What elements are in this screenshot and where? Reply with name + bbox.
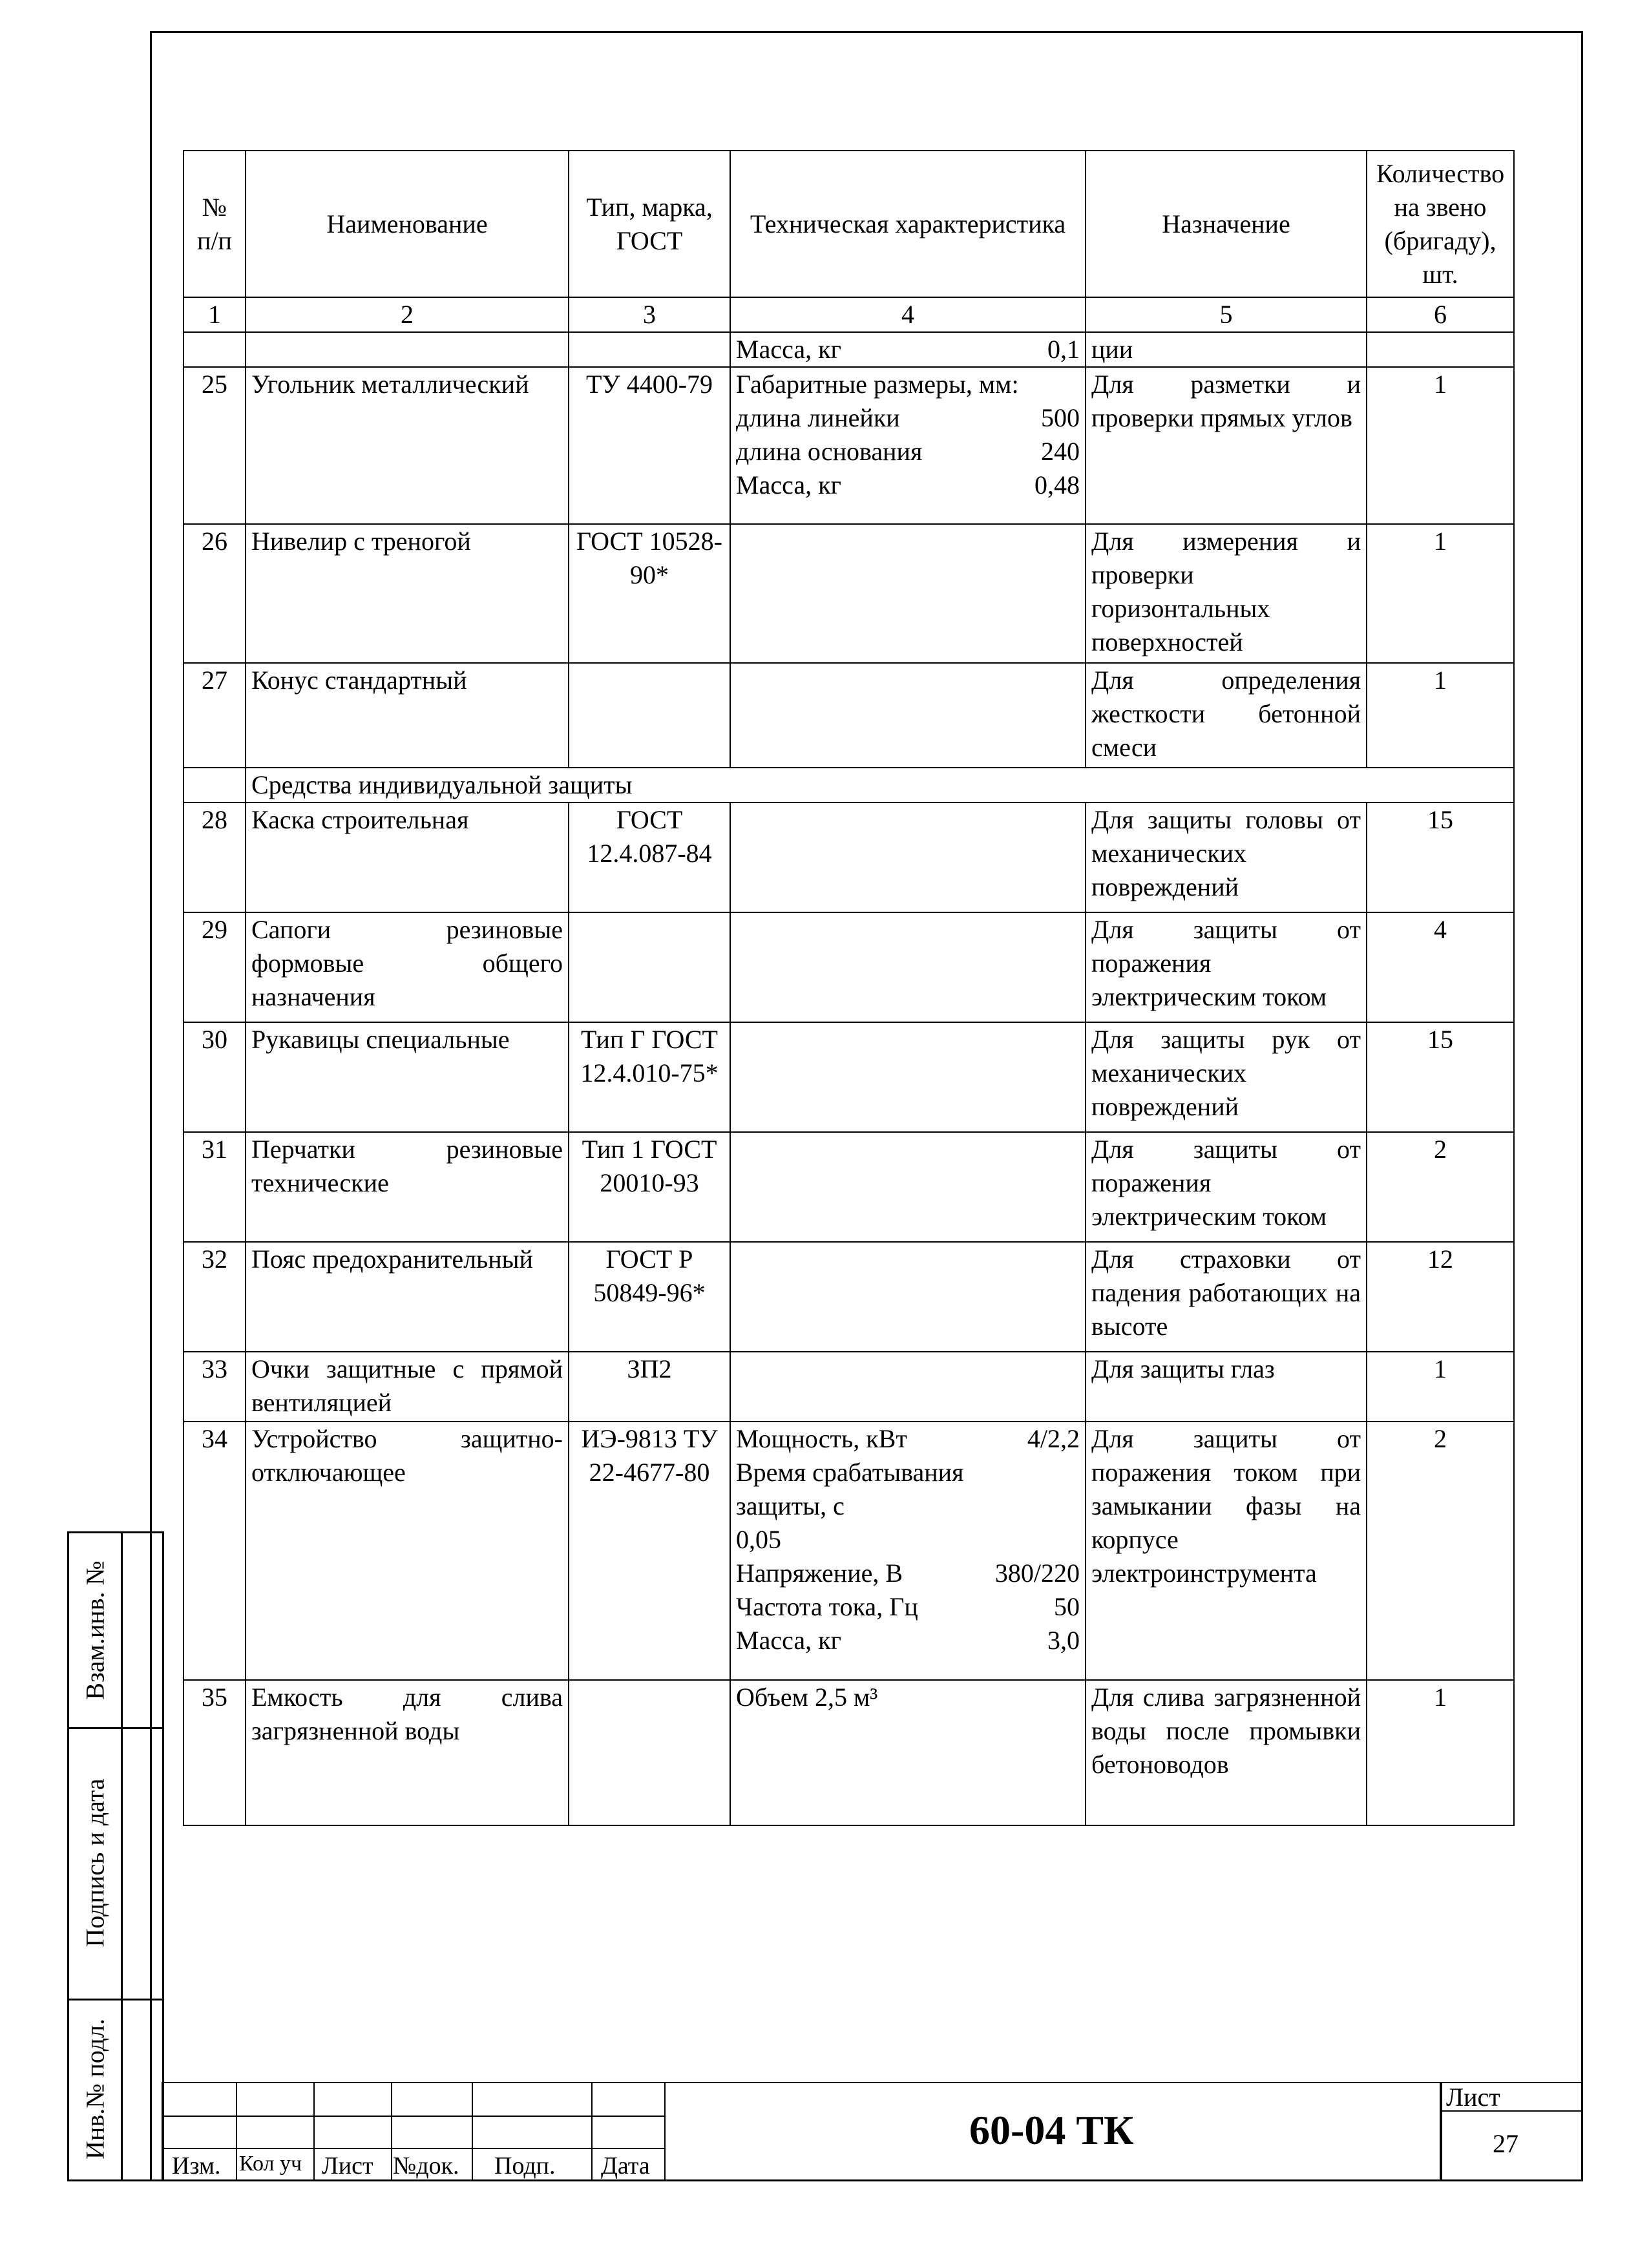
colnum: 5	[1086, 297, 1367, 332]
item-name: Пояс предохранительный	[246, 1242, 569, 1352]
item-type: Тип 1 ГОСТ 20010-93	[569, 1132, 730, 1242]
spec-label: длина основания	[736, 437, 923, 466]
spec-value	[995, 1523, 1080, 1557]
header-type: Тип, марка, ГОСТ	[569, 151, 730, 297]
item-spec	[730, 1132, 1086, 1242]
table-row	[184, 912, 1514, 1022]
spec-label: Напряжение, В	[736, 1559, 903, 1588]
row-number: 30	[184, 1022, 246, 1132]
table-row	[184, 803, 1514, 912]
spec-value	[1033, 368, 1080, 401]
item-type: ГОСТ 10528-90*	[569, 524, 730, 663]
continuation-row	[184, 332, 1514, 367]
table-header-row	[184, 151, 1514, 297]
table-row	[184, 1680, 1514, 1825]
spec-value: 380/220	[994, 1559, 1080, 1588]
item-qty: 12	[1367, 1242, 1514, 1352]
row-number: 32	[184, 1242, 246, 1352]
section-title: Средства индивидуальной защиты	[246, 768, 1514, 803]
item-qty: 15	[1367, 1022, 1514, 1132]
colnum: 1	[184, 297, 246, 332]
item-qty: 1	[1367, 1352, 1514, 1422]
item-spec	[730, 524, 1086, 663]
item-purpose: Для определения жесткости бетонной смеси	[1086, 663, 1367, 768]
purpose-cell: ции	[1086, 332, 1367, 367]
item-qty: 1	[1367, 663, 1514, 768]
row-number: 25	[184, 367, 246, 524]
stamp-data: Дата	[601, 2152, 650, 2179]
item-type: ЗП2	[569, 1352, 730, 1422]
table-row	[184, 1422, 1514, 1680]
item-purpose: Для защиты рук от механических повреждений	[1086, 1022, 1367, 1132]
item-qty: 15	[1367, 803, 1514, 912]
sheet-label: Лист	[1446, 2083, 1500, 2112]
item-purpose: Для защиты от поражения током при замыкании фазы на корпусе электроинструмента	[1086, 1422, 1367, 1680]
stamp-podp: Подп.	[494, 2152, 556, 2179]
spec-label: Масса, кг	[736, 470, 841, 499]
signature-date-label: Подпись и дата	[80, 1778, 110, 1948]
item-spec	[730, 803, 1086, 912]
item-name: Конус стандартный	[246, 663, 569, 768]
item-type	[569, 1680, 730, 1825]
item-name: Угольник металлический	[246, 367, 569, 524]
item-type: ИЭ-9813 ТУ 22-4677-80	[569, 1422, 730, 1680]
side-stamp	[67, 1531, 164, 2181]
spec-value: 0,48	[1035, 470, 1080, 499]
item-type: ТУ 4400-79	[569, 367, 730, 524]
document-code: 60-04 ТК	[969, 2107, 1134, 2153]
item-qty: 2	[1367, 1132, 1514, 1242]
item-spec	[730, 663, 1086, 768]
table-row	[184, 367, 1514, 524]
stamp-kol-uch: Кол уч	[239, 2152, 302, 2176]
spec-label: Мощность, кВт	[736, 1424, 907, 1453]
colnum: 3	[569, 297, 730, 332]
spec-label: длина линейки	[736, 403, 900, 432]
item-spec	[730, 912, 1086, 1022]
spec-label: Габаритные размеры, мм:	[736, 370, 1019, 399]
spec-label: Масса, кг	[736, 335, 841, 364]
item-qty: 4	[1367, 912, 1514, 1022]
item-spec	[730, 1022, 1086, 1132]
item-purpose: Для защиты от поражения электрическим током	[1086, 912, 1367, 1022]
row-number: 28	[184, 803, 246, 912]
row-number: 29	[184, 912, 246, 1022]
item-type: ГОСТ 12.4.087-84	[569, 803, 730, 912]
item-purpose: Для измерения и проверки горизонтальных поверхностей	[1086, 524, 1367, 663]
item-purpose: Для защиты от поражения электрическим током	[1086, 1132, 1367, 1242]
item-spec	[730, 1242, 1086, 1352]
item-name: Устройство защитно-отключающее	[246, 1422, 569, 1680]
item-type	[569, 663, 730, 768]
spec-label: 0,05	[736, 1525, 781, 1554]
item-purpose: Для защиты глаз	[1086, 1352, 1367, 1422]
item-purpose: Для страховки от падения работающих на высоте	[1086, 1242, 1367, 1352]
column-number-row	[184, 297, 1514, 332]
stamp-ndok: №док.	[393, 2152, 459, 2179]
item-type: Тип Г ГОСТ 12.4.010-75*	[569, 1022, 730, 1132]
spec-label: Время срабатывания защиты, с	[736, 1458, 964, 1520]
spec-value: 0,1	[1047, 335, 1080, 364]
item-qty: 1	[1367, 367, 1514, 524]
header-qty: Количество на звено (бригаду), шт.	[1367, 151, 1514, 297]
item-name: Перчатки резиновые технические	[246, 1132, 569, 1242]
item-name: Емкость для слива загрязненной воды	[246, 1680, 569, 1825]
header-number: № п/п	[184, 151, 246, 297]
item-name: Рукавицы специальные	[246, 1022, 569, 1132]
stamp-list: Лист	[322, 2152, 373, 2179]
item-purpose: Для разметки и проверки прямых углов	[1086, 367, 1367, 524]
row-number: 27	[184, 663, 246, 768]
item-purpose: Для слива загрязненной воды после промывки бетоноводов	[1086, 1680, 1367, 1825]
header-name: Наименование	[246, 151, 569, 297]
sheet-number: 27	[1493, 2129, 1518, 2158]
spec-label: Объем 2,5 м³	[736, 1683, 878, 1712]
row-number: 31	[184, 1132, 246, 1242]
table-row	[184, 1352, 1514, 1422]
spec-label: Масса, кг	[736, 1626, 841, 1655]
colnum: 4	[730, 297, 1086, 332]
table-row	[184, 524, 1514, 663]
row-number: 33	[184, 1352, 246, 1422]
row-number: 34	[184, 1422, 246, 1680]
item-spec	[730, 1352, 1086, 1422]
equipment-table	[183, 150, 1515, 1826]
item-spec	[730, 1422, 1086, 1680]
item-name: Очки защитные с прямой вентиляцией	[246, 1352, 569, 1422]
item-name: Каска строительная	[246, 803, 569, 912]
item-name: Сапоги резиновые формовые общего назначения	[246, 912, 569, 1022]
item-name: Нивелир с треногой	[246, 524, 569, 663]
table-row	[184, 1132, 1514, 1242]
inv-podl-label: Инв.№ подл.	[80, 2019, 110, 2159]
spec-label: Частота тока, Гц	[736, 1592, 918, 1621]
item-qty: 1	[1367, 524, 1514, 663]
section-row	[184, 768, 1514, 803]
item-purpose: Для защиты головы от механических повреждений	[1086, 803, 1367, 912]
row-number: 26	[184, 524, 246, 663]
item-spec	[730, 367, 1086, 524]
header-spec: Техническая характеристика	[730, 151, 1086, 297]
spec-value	[995, 1456, 1080, 1523]
spec-value: 4/2,2	[1027, 1424, 1080, 1453]
table-row	[184, 1022, 1514, 1132]
spec-value: 500	[1041, 403, 1080, 432]
spec-value: 240	[1041, 437, 1080, 466]
spec-value: 3,0	[1047, 1626, 1080, 1655]
header-purpose: Назначение	[1086, 151, 1367, 297]
title-block	[162, 2082, 1583, 2181]
colnum: 6	[1367, 297, 1514, 332]
row-number: 35	[184, 1680, 246, 1825]
stamp-izm: Изм.	[172, 2152, 221, 2179]
item-qty: 1	[1367, 1680, 1514, 1825]
zam-inv-label: Взам.инв. №	[80, 1560, 110, 1700]
table-row	[184, 1242, 1514, 1352]
table-row	[184, 663, 1514, 768]
item-qty: 2	[1367, 1422, 1514, 1680]
item-type	[569, 912, 730, 1022]
colnum: 2	[246, 297, 569, 332]
item-spec	[730, 1680, 1086, 1825]
spec-value: 50	[1054, 1592, 1080, 1621]
item-type: ГОСТ Р 50849-96*	[569, 1242, 730, 1352]
